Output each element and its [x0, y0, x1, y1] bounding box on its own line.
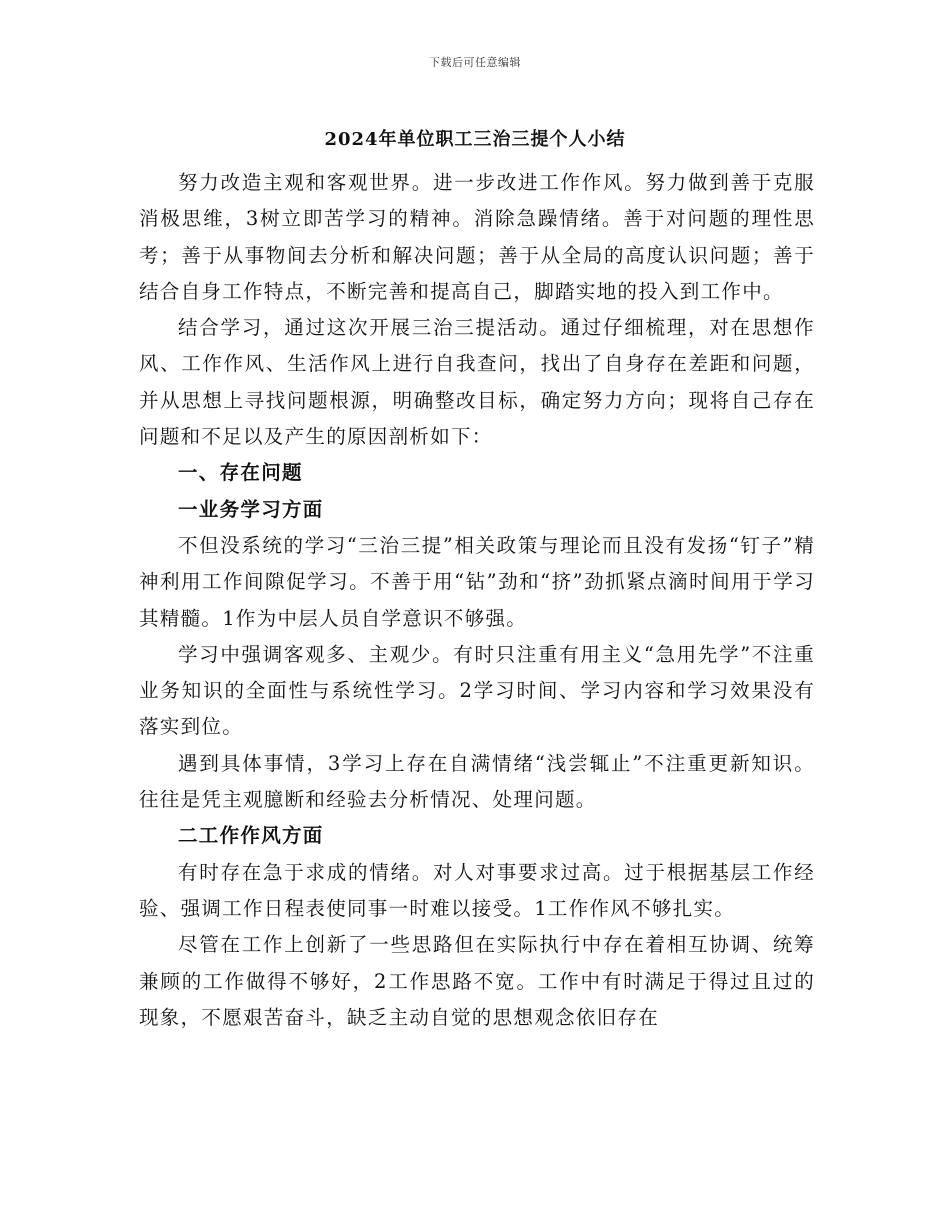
paragraph: 遇到具体事情，3学习上存在自满情绪“浅尝辄止”不注重更新知识。往往是凭主观臆断和经验去分析情况、处理问题。	[139, 751, 815, 812]
paragraph: 尽管在工作上创新了一些思路但在实际执行中存在着相互协调、统筹兼顾的工作做得不够好，2工作思路不宽。工作中有时满足于得过且过的现象，不愿艰苦奋斗，缺乏主动自觉的思想观念依旧存在	[139, 933, 815, 1029]
subsection-heading: 一业务学习方面	[178, 497, 324, 521]
document-title: 2024年单位职工三治三提个人小结	[324, 129, 626, 150]
paragraph: 有时存在急于求成的情绪。对人对事要求过高。过于根据基层工作经验、强调工作日程表使同事一时难以接受。1工作作风不够扎实。	[139, 860, 815, 920]
paragraph: 努力改造主观和客观世界。进一步改进工作作风。努力做到善于克服消极思维，3树立即苦学习的精神。消除急躁情绪。善于对问题的理性思考；善于从事物间去分析和解决问题；善于从全局的高度认识问题；善于结合自身工作特点，不断完善和提高自己，脚踏实地的投入到工作中。	[139, 171, 815, 303]
document-body	[139, 165, 815, 1036]
paragraph: 学习中强调客观多、主观少。有时只注重有用主义“急用先学”不注重业务知识的全面性与系统性学习。2学习时间、学习内容和学习效果没有落实到位。	[139, 642, 815, 739]
page-header: 下载后可任意编辑	[429, 56, 521, 69]
section-heading: 一、存在问题	[178, 461, 303, 485]
subsection-heading: 二工作作风方面	[178, 824, 324, 848]
paragraph: 不但没系统的学习“三治三提”相关政策与理论而且没有发扬“钉子”精神利用工作间隙促学习。不善于用“钻”劲和“挤”劲抓紧点滴时间用于学习其精髓。1作为中层人员自学意识不够强。	[139, 533, 815, 630]
paragraph: 结合学习，通过这次开展三治三提活动。通过仔细梳理，对在思想作风、工作作风、生活作风上进行自我查问，找出了自身存在差距和问题，并从思想上寻找问题根源，明确整改目标，确定努力方向；现将自己存在问题和不足以及产生的原因剖析如下：	[139, 316, 815, 449]
